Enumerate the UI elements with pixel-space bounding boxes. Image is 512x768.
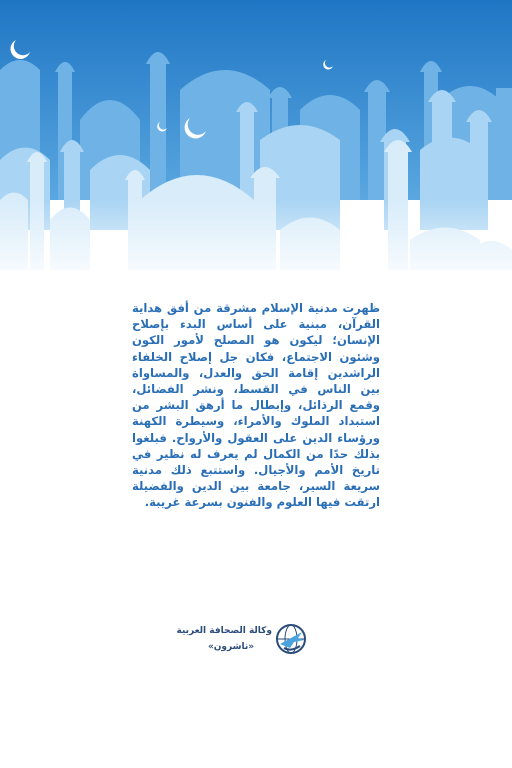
header-skyline-illustration (0, 0, 512, 290)
publisher-tagline: «ناشرون» (207, 642, 255, 652)
skyline-fade (0, 200, 512, 290)
publisher-logo (176, 620, 310, 668)
mosque-skyline-svg (0, 0, 512, 290)
globe-plane-emblem-icon (274, 622, 308, 656)
body-paragraph: ظهرت مدنية الإسلام مشرقة من أفق هداية القرآن، مبنية على أساس البدء بإصلاح الإنسان؛ ليكون هو المصلح لأمور الكون وشئون الاجتماع، فكان جل إصلاح الخلفاء الراشدين إقامة الحق والعدل، والمساواة بين الناس في القسط، ونشر الفضائل، وقمع الرذائل، وإبطال ما أرهق البشر من استبداد الملوك والأمراء، وسيطرة الكهنة ورؤساء الدين على العقول والأرواح. فبلغوا بذلك حدًا من الكمال لم يعرف له نظير في تاريخ الأمم والأجيال. واستتبع ذلك مدنية سريعة السير، جامعة بين الدين والفضيلة ارتقت فيها العلوم والفنون بسرعة غريبة. (132, 301, 380, 510)
publisher-name: وكالة الصحافة العربية (176, 626, 272, 636)
